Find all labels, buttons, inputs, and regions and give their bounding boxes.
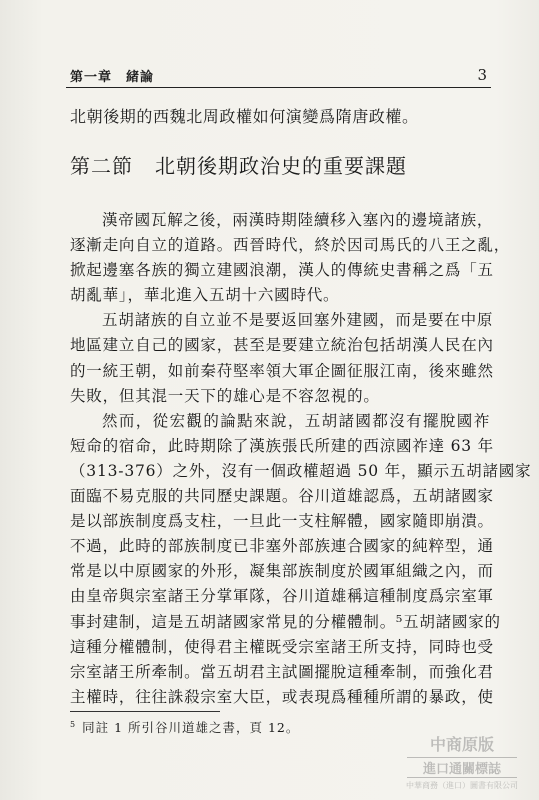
body-line: 由皇帝與宗室諸王分掌軍隊，谷川道雄稱這種制度爲宗室軍 xyxy=(70,587,494,606)
body-line: 是以部族制度爲支柱，一旦此一支柱解體，國家隨即崩潰。 xyxy=(70,512,494,531)
watermark-line-3: 中華商務（進口）圖書有限公司 xyxy=(406,781,518,790)
body-line: 失敗，但其混一天下的雄心是不容忽視的。 xyxy=(70,386,380,405)
body-line: 常是以中原國家的外形，凝集部族制度於國軍組織之內，而 xyxy=(70,562,494,581)
watermark-line-1: 中商原版 xyxy=(429,735,494,754)
watermark-stamp xyxy=(397,706,527,794)
body-line: 宗室諸王所牽制。當五胡君主試圖擺脫這種牽制，而強化君 xyxy=(70,662,494,681)
body-text xyxy=(70,208,532,710)
body-line: 然而，從宏觀的論點來說，五胡諸國都沒有擺脫國祚 xyxy=(102,411,490,430)
body-line: 不過，此時的部族制度已非塞外部族連合國家的純粹型，通 xyxy=(70,537,494,556)
body-line: 胡亂華」，華北進入五胡十六國時代。 xyxy=(70,286,340,305)
body-line: 這種分權體制，使得君主權既受宗室諸王所支持，同時也受 xyxy=(70,637,494,656)
page-number: 3 xyxy=(477,66,487,84)
watermark-line-2: 進口通關標誌 xyxy=(407,757,517,778)
running-head: 第一章 緒論 xyxy=(70,70,155,85)
body-line: 漢帝國瓦解之後，兩漢時期陸續移入塞內的邊境諸族， xyxy=(102,211,494,229)
body-line: （313-376）之外，沒有一個政權超過 50 年，顯示五胡諸國家 xyxy=(70,461,532,480)
footnote-marker: 5 xyxy=(70,719,77,729)
body-line: 主權時，往往誅殺宗室大臣，或表現爲種種所謂的暴政，使 xyxy=(70,687,494,706)
section-number: 第二節 xyxy=(70,154,133,178)
body-line: 的一統王朝，如前秦苻堅率領大軍企圖征服江南，後來雖然 xyxy=(70,361,494,380)
body-line: 逐漸走向自立的道路。西晉時代，終於因司馬氏的八王之亂， xyxy=(70,236,511,255)
research-question: 北朝後期的西魏北周政權如何演變爲隋唐政權。 xyxy=(70,107,419,126)
footnote-rule xyxy=(70,711,220,712)
body-line: 事封建制，這是五胡諸國家常見的分權體制。⁵五胡諸國家的 xyxy=(70,612,501,631)
section-heading xyxy=(70,150,407,179)
body-line: 面臨不易克服的共同歷史課題。谷川道雄認爲，五胡諸國家 xyxy=(70,487,494,506)
footnote-text: 同註 1 所引谷川道雄之書，頁 12。 xyxy=(82,720,300,735)
header-rule xyxy=(66,87,491,88)
footnote xyxy=(70,718,299,736)
body-line: 掀起邊塞各族的獨立建國浪潮，漢人的傳統史書稱之爲「五 xyxy=(70,261,494,280)
section-title: 北朝後期政治史的重要課題 xyxy=(155,154,407,178)
body-line: 短命的宿命，此時期除了漢族張氏所建的西涼國祚達 63 年 xyxy=(70,436,494,455)
body-line: 五胡諸族的自立並不是要返回塞外建國，而是要在中原 xyxy=(102,311,494,330)
body-line: 地區建立自己的國家，甚至是要建立統治包括胡漢人民在內 xyxy=(70,336,494,355)
